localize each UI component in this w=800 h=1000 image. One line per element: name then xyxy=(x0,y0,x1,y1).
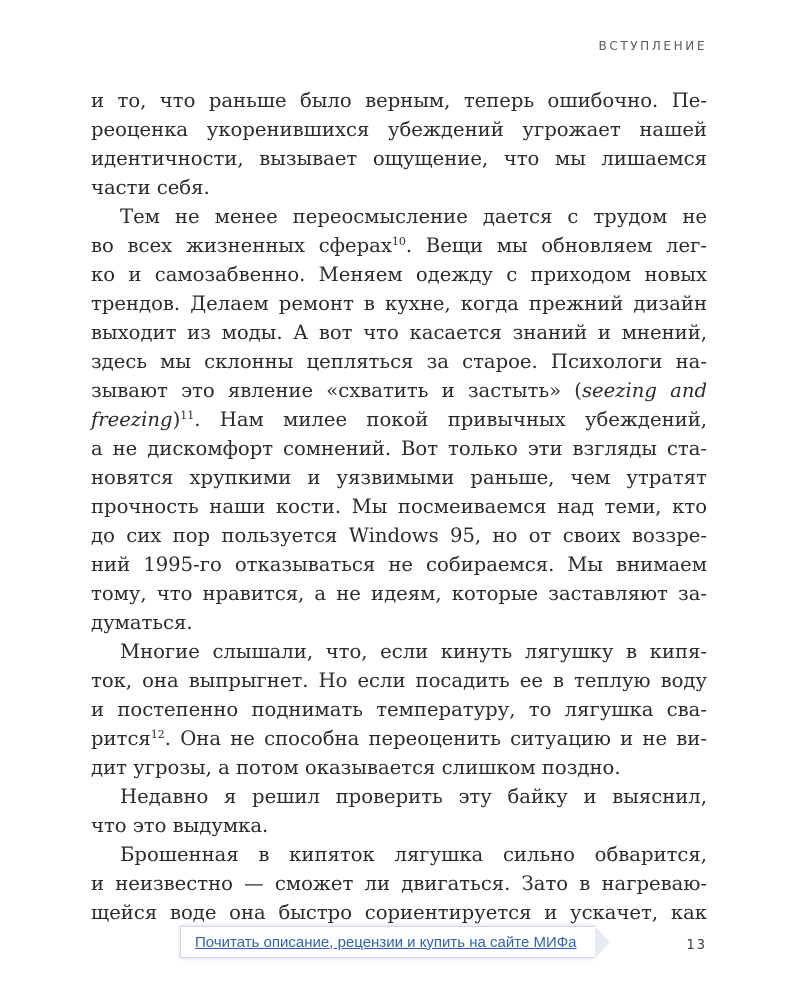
text-line: щейся воде она быстро сориентируется и ускачет, как xyxy=(91,901,707,924)
text-line: ний 1995-го отказываться не собираемся. Мы внимаем xyxy=(91,553,707,576)
page-number: 13 xyxy=(686,938,707,953)
text-line: ток, она выпрыгнет. Но если посадить ее в теплую воду xyxy=(91,669,707,692)
text-line: ко и самозабвенно. Меняем одежду с приходом новых xyxy=(91,263,707,286)
text-line xyxy=(91,376,707,405)
text-line: новятся хрупкими и уязвимыми раньше, чем утратят xyxy=(91,466,707,489)
text-line xyxy=(91,405,707,434)
text-line xyxy=(91,231,707,260)
italic-term: seezing and xyxy=(581,379,707,402)
buy-on-mif-link[interactable]: Почитать описание, рецензии и купить на сайте МИФа xyxy=(180,926,595,958)
text-line: до сих пор пользуется Windows 95, но от своих воззре- xyxy=(91,524,707,547)
footnote-ref: 11 xyxy=(180,409,195,422)
text-span: во всех жизненных сферах xyxy=(91,234,392,257)
text-line: думаться. xyxy=(91,611,193,634)
text-line: Тем не менее переосмысление дается с трудом не xyxy=(120,205,707,228)
text-line: здесь мы склонны цепляться за старое. Психологи на- xyxy=(91,350,707,373)
text-line: и неизвестно — сможет ли двигаться. Зато в нагреваю- xyxy=(91,872,707,895)
text-span: . Нам милее покой привычных убеждений, xyxy=(194,408,707,431)
text-line: прочность наши кости. Мы посмеиваемся над теми, кто xyxy=(91,495,707,518)
text-span: ) xyxy=(172,408,181,431)
text-span: зывают это явление «схватить и застыть» ( xyxy=(91,379,582,402)
text-line: выходит из моды. А вот что касается знаний и мнений, xyxy=(91,321,707,344)
footnote-ref: 10 xyxy=(391,235,406,248)
running-head: ВСТУПЛЕНИЕ xyxy=(598,39,707,53)
text-span: . Вещи мы обновляем лег- xyxy=(405,234,707,257)
text-span: . Она не способна переоценить ситуацию и не ви- xyxy=(164,727,707,750)
text-line: а не дискомфорт сомнений. Вот только эти взгляды ста- xyxy=(91,437,707,460)
body-text xyxy=(91,86,707,927)
italic-term: freezing xyxy=(91,408,173,431)
text-line: трендов. Делаем ремонт в кухне, когда прежний дизайн xyxy=(91,292,707,315)
text-line: Брошенная в кипяток лягушка сильно обварится, xyxy=(120,843,707,866)
text-line: идентичности, вызывает ощущение, что мы лишаемся xyxy=(91,147,707,170)
text-line: что это выдумка. xyxy=(91,814,269,837)
text-line: Недавно я решил проверить эту байку и выяснил, xyxy=(120,785,707,808)
text-line: тому, что нравится, а не идеям, которые заставляют за- xyxy=(91,582,707,605)
text-line: и то, что раньше было верным, теперь ошибочно. Пе- xyxy=(91,89,707,112)
text-line xyxy=(91,724,707,753)
text-line: реоценка укоренившихся убеждений угрожает нашей xyxy=(91,118,707,141)
text-line: дит угрозы, а потом оказывается слишком поздно. xyxy=(91,756,621,779)
text-line: части себя. xyxy=(91,176,210,199)
text-line: Многие слышали, что, если кинуть лягушку в кипя- xyxy=(120,640,707,663)
text-line: и постепенно поднимать температуру, то лягушка сва- xyxy=(91,698,707,721)
footnote-ref: 12 xyxy=(150,728,165,741)
text-span: рится xyxy=(91,727,151,750)
